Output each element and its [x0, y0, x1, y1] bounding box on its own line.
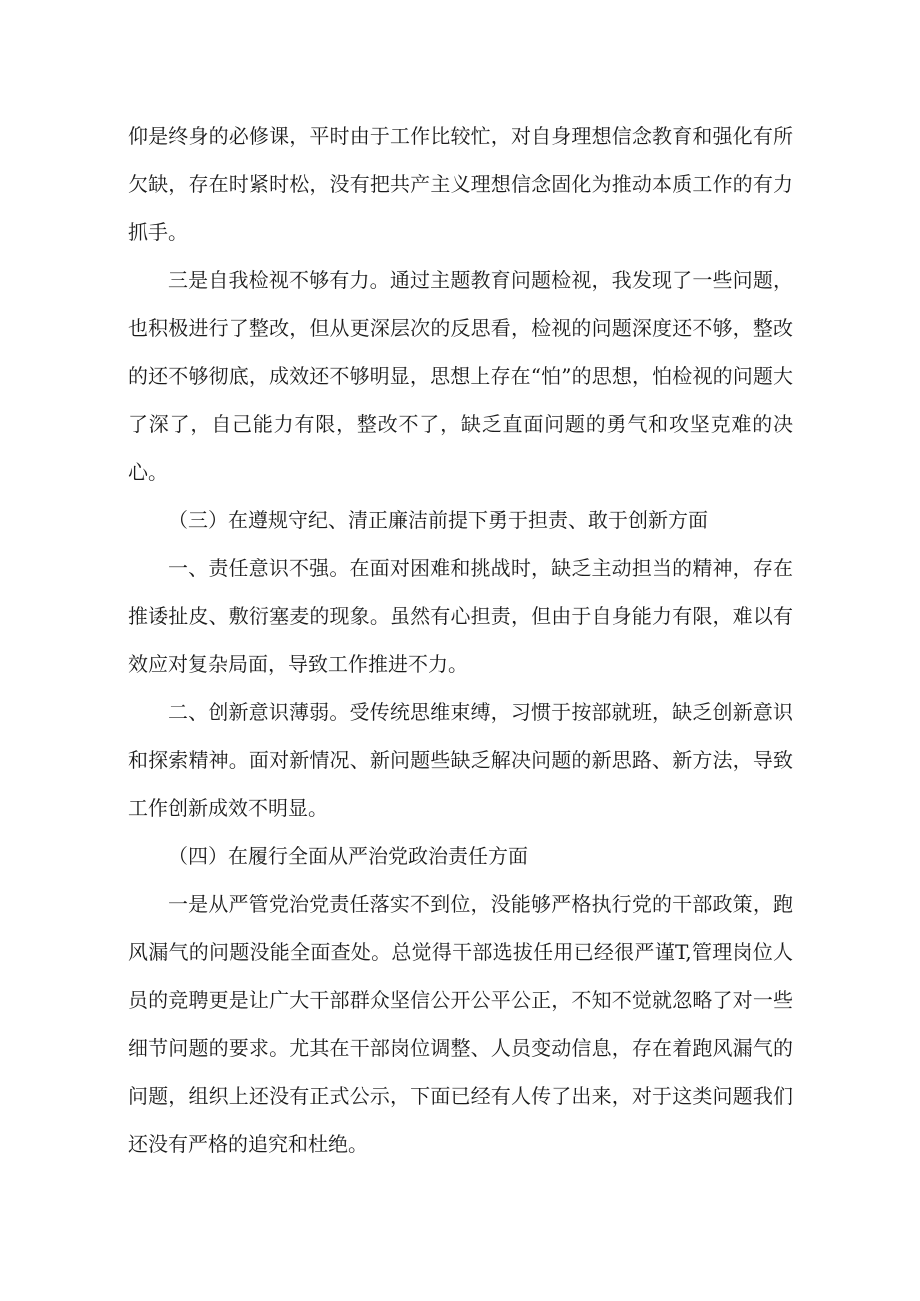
- paragraph-self-inspection: 三是自我检视不够有力。通过主题教育问题检视，我发现了一些问题，也积极进行了整改，但从更深层次的反思看，检视的问题深度还不够，整改的还不够彻底，成效还不够明显，思想上存在“怕”的思想，怕检视的问题大了深了，自己能力有限，整改不了，缺乏直面问题的勇气和攻坚克难的决心。: [128, 268, 793, 484]
- paragraph-responsibility: 一、责任意识不强。在面对困难和挑战时，缺乏主动担当的精神，存在推诿扯皮、敷衍塞麦的现象。虽然有心担责，但由于自身能力有限，难以有效应对复杂局面，导致工作推进不力。: [128, 556, 793, 676]
- paragraph-party-governance: 一是从严管党治党责任落实不到位，没能够严格执行党的干部政策，跑风漏气的问题没能全面查处。总觉得干部选拔任用已经很严谨T,管理岗位人员的竞聘更是让广大干部群众坚信公开公平公正，不知不觉就忽略了对一些细节问题的要求。尤其在干部岗位调整、人员变动信息，存在着跑风漏气的问题，组织上还没有正式公示，下面已经有人传了出来，对于这类问题我们还没有严格的追究和杜绝。: [128, 892, 793, 1156]
- paragraph-innovation: 二、创新意识薄弱。受传统思维束缚，习惯于按部就班，缺乏创新意识和探索精神。面对新情况、新问题些缺乏解决问题的新思路、新方法，导致工作创新成效不明显。: [128, 700, 793, 820]
- paragraph-continuation: 仰是终身的必修课，平时由于工作比较忙，对自身理想信念教育和强化有所欠缺，存在时紧时松，没有把共产主义理想信念固化为推动本质工作的有力抓手。: [128, 124, 793, 244]
- document-body: [128, 112, 793, 1168]
- section-heading-three: （三）在遵规守纪、清正廉洁前提下勇于担责、敢于创新方面: [168, 508, 708, 532]
- section-heading-four: （四）在履行全面从严治党政治责任方面: [168, 844, 528, 868]
